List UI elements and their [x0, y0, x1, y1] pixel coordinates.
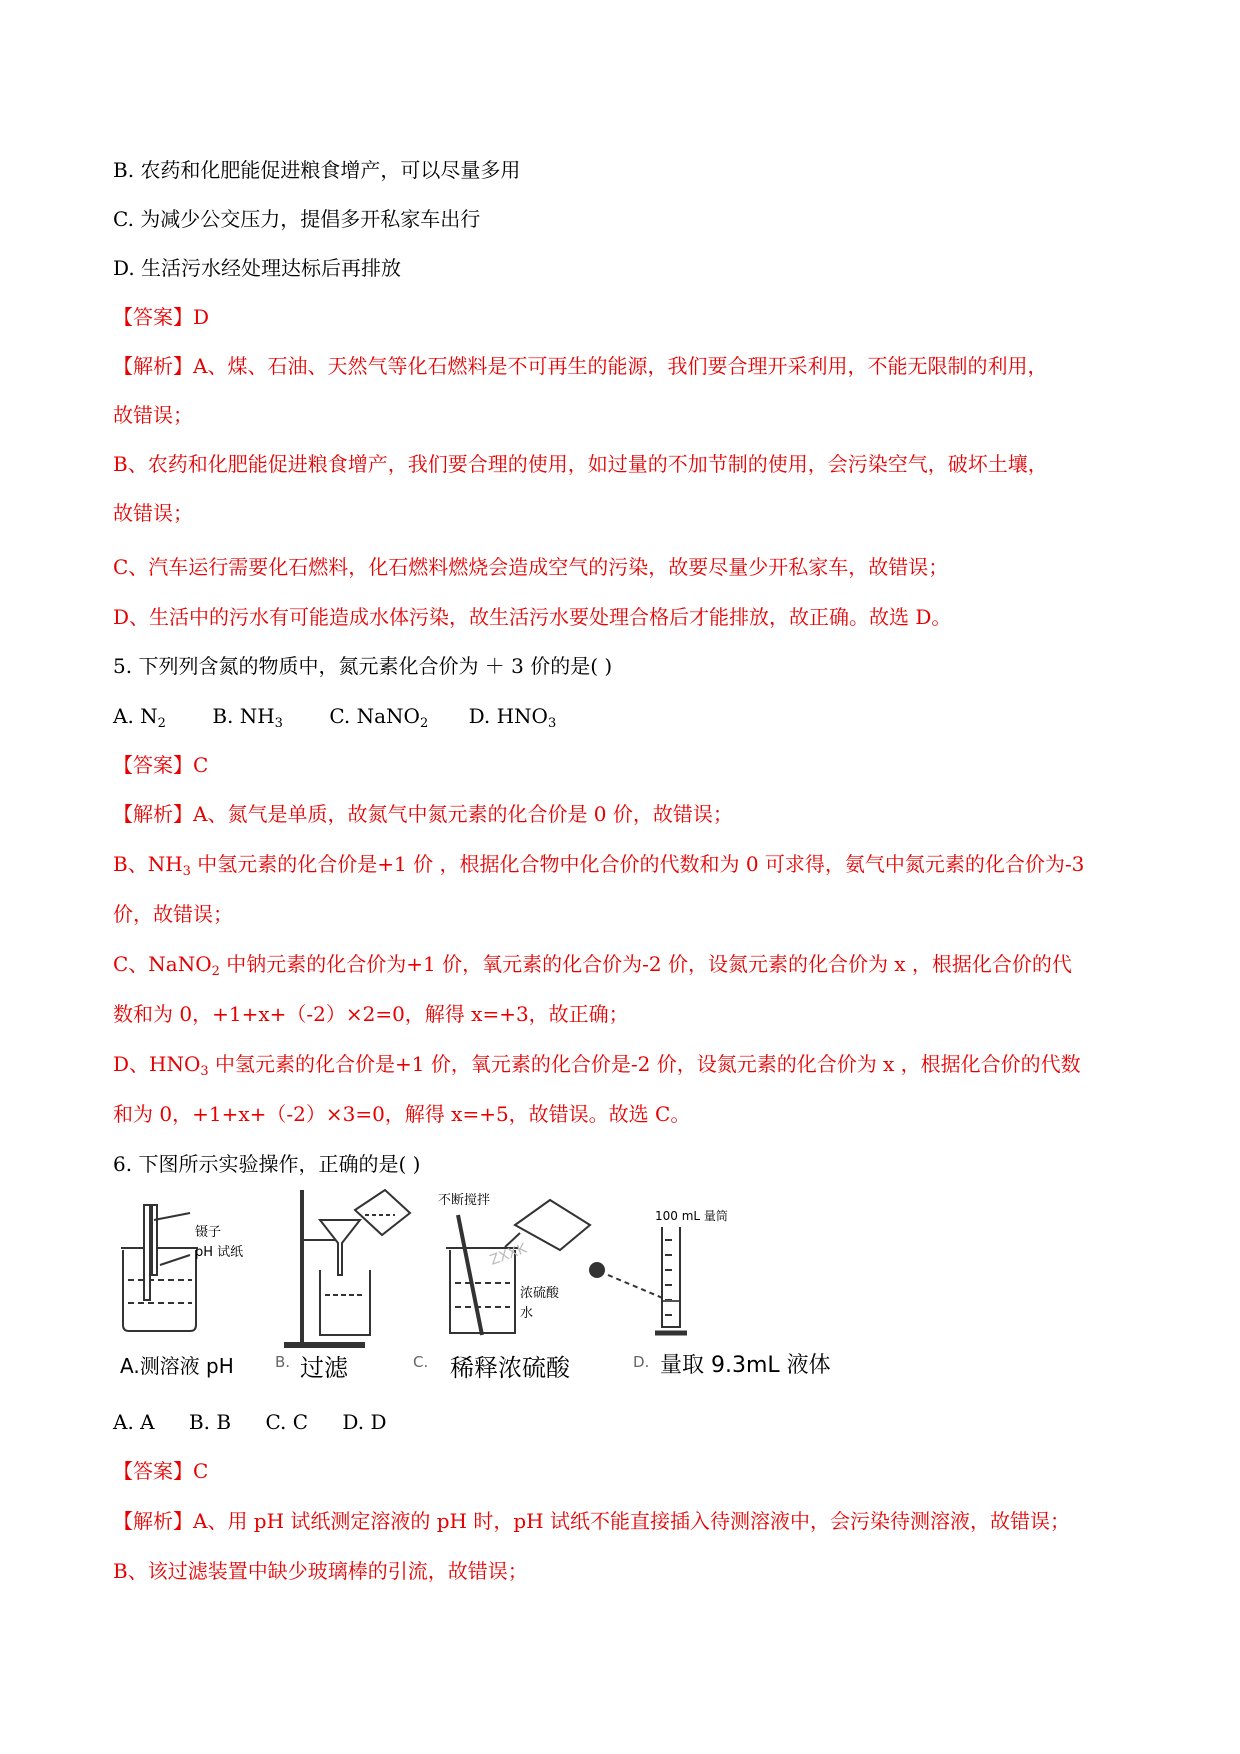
- stirring-label: 不断搅拌: [438, 1193, 491, 1208]
- q5-option-b: B. $NH_3$: [212, 704, 283, 731]
- q6-options: [113, 1408, 386, 1436]
- sulfuric-acid-label: 浓硫酸: [520, 1286, 560, 1301]
- figure-a-beaker: [121, 1205, 198, 1331]
- q4-option-b: B. 农药和化肥能促进粮食增产，可以尽量多用: [113, 158, 521, 182]
- q5-option-c: C. NaNO$_2$: [329, 704, 429, 731]
- q5-analysis-c: C、NaNO$_2$ 中钠元素的化合价为+1 价，氧元素的化合价为-2 价，设氮元素的化合价为 x ，根据化合价的代: [113, 952, 1072, 979]
- q6-stem: 6. 下图所示实验操作，正确的是( ): [113, 1152, 421, 1176]
- caption-d: 量取 9.3mL 液体: [660, 1353, 831, 1378]
- q4-analysis-a-cont: 故错误；: [113, 403, 193, 427]
- figure-b-filtration: [284, 1190, 410, 1345]
- ph-paper-label: pH 试纸: [195, 1245, 244, 1260]
- q6-option-b: B. B: [188, 1410, 232, 1434]
- caption-c-letter: C.: [413, 1353, 429, 1371]
- q5-options: [113, 702, 556, 730]
- q5-answer: 【答案】C: [113, 753, 209, 777]
- q6-option-d: D. D: [342, 1410, 387, 1434]
- caption-b-letter: B.: [275, 1353, 291, 1371]
- q4-option-d: D. 生活污水经处理达标后再排放: [113, 256, 402, 280]
- caption-b: 过滤: [300, 1354, 348, 1382]
- figure-c-dilution: [446, 1200, 590, 1335]
- q5-stem: 5. 下列列含氮的物质中，氮元素化合价为 ＋ 3 价的是( ): [113, 654, 613, 678]
- q6-answer: 【答案】C: [113, 1459, 209, 1483]
- q4-analysis-b: B、农药和化肥能促进粮食增产，我们要合理的使用，如过量的不加节制的使用，会污染空气，破坏土壤，: [113, 452, 1048, 476]
- q4-analysis-d: D、生活中的污水有可能造成水体污染，故生活污水要处理合格后才能排放，故正确。故选 D。: [113, 605, 952, 629]
- q4-analysis-a: 【解析】A、煤、石油、天然气等化石燃料是不可再生的能源，我们要合理开采利用，不能无限制的利用，: [113, 354, 1048, 378]
- tweezers-label: 镊子: [195, 1225, 222, 1240]
- q5-analysis-d-cont: 和为 0，+1+x+（-2）×3=0，解得 x=+5，故错误。故选 C。: [113, 1102, 691, 1126]
- q4-answer: 【答案】D: [113, 305, 210, 329]
- water-label: 水: [520, 1306, 534, 1321]
- q4-analysis-c: C、汽车运行需要化石燃料，化石燃料燃烧会造成空气的污染，故要尽量少开私家车，故错误；: [113, 555, 949, 579]
- q6-analysis-b: B、该过滤装置中缺少玻璃棒的引流，故错误；: [113, 1559, 528, 1583]
- q5-option-d: D. $HNO_3$: [468, 704, 557, 731]
- q4-analysis-b-cont: 故错误；: [113, 501, 193, 525]
- q5-analysis-a: 【解析】A、氮气是单质，故氮气中氮元素的化合价是 0 价，故错误；: [113, 802, 733, 826]
- q5-analysis-b-cont: 价，故错误；: [113, 902, 233, 926]
- cylinder-label: 100 mL 量筒: [655, 1209, 728, 1223]
- q4-option-c: C. 为减少公交压力，提倡多开私家车出行: [113, 207, 481, 231]
- q6-option-a: A. A: [113, 1410, 155, 1434]
- q5-analysis-b: B、$NH_3$ 中氢元素的化合价是+1 价 ，根据化合物中化合价的代数和为 0 可求得，氨气中氮元素的化合价为-3: [113, 852, 1085, 879]
- q6-option-c: C. C: [265, 1410, 309, 1434]
- q5-analysis-d: D、$HNO_3$ 中氢元素的化合价是+1 价，氧元素的化合价是-2 价，设氮元素的化合价为 x ，根据化合价的代数: [113, 1052, 1081, 1079]
- figure-d-cylinder: [589, 1227, 687, 1333]
- q5-analysis-c-cont: 数和为 0，+1+x+（-2）×2=0，解得 x=+3，故正确；: [113, 1002, 629, 1026]
- q6-figure: [120, 1185, 840, 1385]
- caption-c: 稀释浓硫酸: [450, 1354, 570, 1382]
- q5-option-a: A. $N_2$: [113, 704, 166, 731]
- caption-a: A.测溶液 pH: [120, 1354, 234, 1378]
- caption-d-letter: D.: [633, 1353, 650, 1371]
- q6-analysis-a: 【解析】A、用 pH 试纸测定溶液的 pH 时，pH 试纸不能直接插入待测溶液中，会污染待测溶液，故错误；: [113, 1509, 1070, 1533]
- svg-text:ZXXK: ZXXK: [487, 1240, 530, 1269]
